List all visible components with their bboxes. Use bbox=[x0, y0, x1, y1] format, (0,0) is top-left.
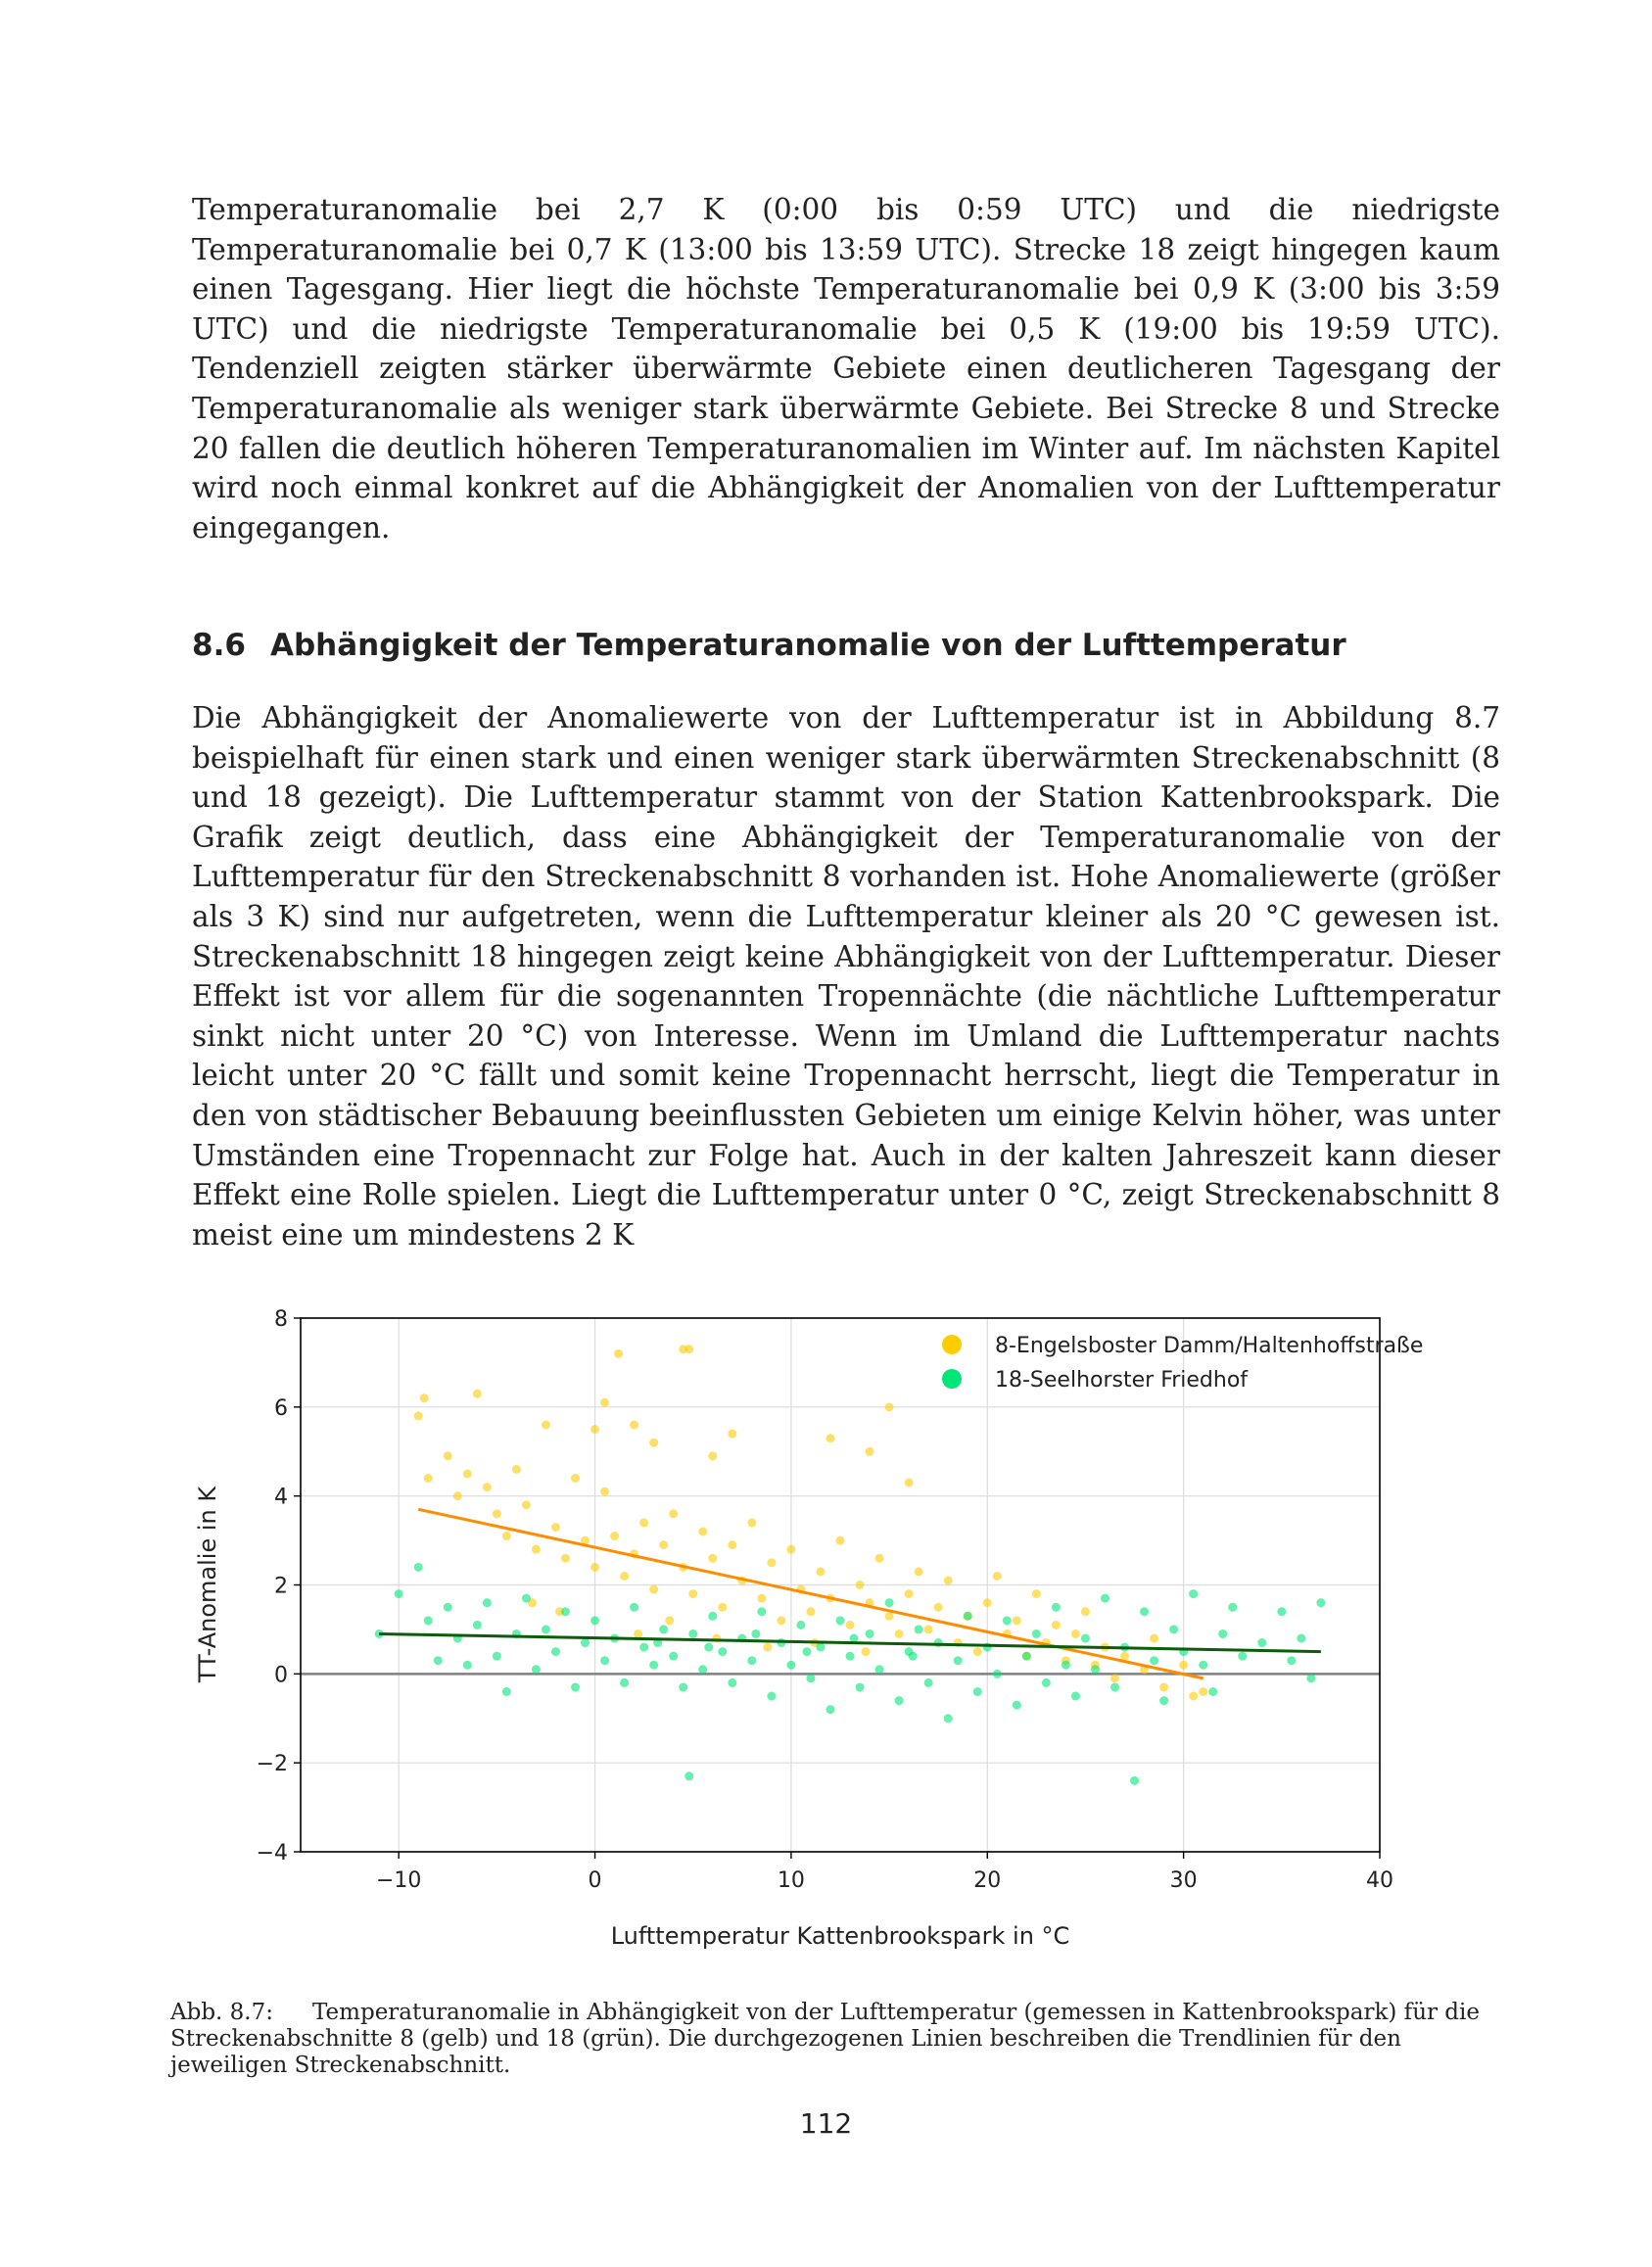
data-point-series-1 bbox=[639, 1643, 648, 1652]
data-point-series-0 bbox=[915, 1567, 923, 1576]
data-point-series-0 bbox=[590, 1425, 599, 1434]
data-point-series-0 bbox=[414, 1411, 423, 1420]
data-point-series-1 bbox=[1091, 1665, 1100, 1674]
data-point-series-1 bbox=[522, 1594, 531, 1603]
scatter-chart bbox=[186, 1300, 1518, 1966]
data-point-series-1 bbox=[1287, 1656, 1296, 1665]
data-point-series-0 bbox=[473, 1390, 482, 1398]
data-point-series-0 bbox=[1032, 1589, 1041, 1598]
y-tick-label: 2 bbox=[274, 1574, 288, 1599]
data-point-series-1 bbox=[718, 1647, 727, 1656]
data-point-series-0 bbox=[728, 1540, 736, 1549]
data-point-series-0 bbox=[718, 1603, 727, 1612]
data-point-series-0 bbox=[600, 1488, 609, 1496]
data-point-series-0 bbox=[659, 1540, 668, 1549]
data-point-series-1 bbox=[944, 1714, 953, 1723]
data-points bbox=[375, 1345, 1326, 1785]
data-point-series-0 bbox=[512, 1465, 521, 1474]
data-point-series-1 bbox=[1277, 1607, 1286, 1616]
data-point-series-0 bbox=[836, 1536, 845, 1545]
data-point-series-0 bbox=[1179, 1661, 1188, 1670]
data-point-series-0 bbox=[424, 1474, 433, 1483]
data-point-series-0 bbox=[846, 1621, 855, 1629]
data-point-series-1 bbox=[973, 1687, 982, 1696]
y-tick-label: −2 bbox=[256, 1752, 288, 1777]
data-point-series-0 bbox=[895, 1629, 904, 1638]
data-point-series-0 bbox=[420, 1393, 429, 1402]
data-point-series-1 bbox=[1062, 1661, 1070, 1670]
data-point-series-1 bbox=[1218, 1629, 1227, 1638]
data-point-series-0 bbox=[1120, 1652, 1129, 1661]
data-point-series-0 bbox=[649, 1439, 658, 1447]
caption-label: Abb. 8.7: bbox=[170, 2000, 274, 2025]
data-point-series-0 bbox=[665, 1616, 674, 1625]
data-point-series-1 bbox=[767, 1692, 776, 1701]
data-point-series-0 bbox=[862, 1647, 871, 1656]
data-point-series-1 bbox=[1042, 1678, 1051, 1687]
data-point-series-1 bbox=[659, 1625, 668, 1633]
section-heading bbox=[192, 628, 1346, 663]
legend-marker-series-8 bbox=[942, 1335, 962, 1354]
data-point-series-1 bbox=[954, 1656, 963, 1665]
data-point-series-0 bbox=[905, 1479, 914, 1488]
data-point-series-0 bbox=[614, 1349, 623, 1358]
data-point-series-0 bbox=[763, 1643, 772, 1652]
data-point-series-1 bbox=[1228, 1603, 1237, 1612]
data-point-series-1 bbox=[684, 1771, 693, 1780]
data-point-series-1 bbox=[757, 1607, 766, 1616]
y-tick-label: 4 bbox=[274, 1485, 288, 1510]
data-point-series-0 bbox=[571, 1474, 580, 1483]
data-point-series-0 bbox=[483, 1483, 492, 1491]
data-point-series-0 bbox=[1052, 1621, 1061, 1629]
data-point-series-1 bbox=[866, 1629, 874, 1638]
data-point-series-0 bbox=[934, 1603, 943, 1612]
data-point-series-1 bbox=[679, 1682, 687, 1691]
caption-text: Temperaturanomalie in Abhängigkeit von der Lufttemperatur (gemessen in Kattenbrookspark) für die Streckenabschnitte 8 (gelb) und 18 (grün). Die durchgezogenen Linien beschreiben die Trendlinien für den jeweiligen Streckenabschnitt. bbox=[170, 2000, 1481, 2078]
data-point-series-1 bbox=[1150, 1656, 1158, 1665]
data-point-series-1 bbox=[895, 1696, 904, 1705]
data-point-series-1 bbox=[875, 1665, 884, 1674]
data-point-series-0 bbox=[1150, 1634, 1158, 1643]
data-point-series-1 bbox=[493, 1652, 501, 1661]
data-point-series-0 bbox=[767, 1558, 776, 1567]
data-point-series-0 bbox=[551, 1523, 560, 1532]
legend-label-series-18: 18-Seelhorster Friedhof bbox=[995, 1368, 1249, 1393]
data-point-series-0 bbox=[532, 1545, 541, 1554]
data-point-series-1 bbox=[1169, 1625, 1178, 1633]
data-point-series-1 bbox=[1013, 1701, 1021, 1710]
data-point-series-0 bbox=[1013, 1616, 1021, 1625]
legend-marker-series-18 bbox=[942, 1369, 962, 1389]
data-point-series-1 bbox=[836, 1616, 845, 1625]
data-point-series-1 bbox=[786, 1661, 795, 1670]
data-point-series-1 bbox=[581, 1638, 590, 1647]
data-point-series-1 bbox=[551, 1647, 560, 1656]
data-point-series-0 bbox=[983, 1598, 992, 1607]
data-point-series-0 bbox=[522, 1500, 531, 1509]
data-point-series-0 bbox=[866, 1447, 874, 1456]
data-point-series-1 bbox=[751, 1629, 760, 1638]
data-point-series-0 bbox=[708, 1451, 717, 1460]
y-tick-label: −4 bbox=[256, 1841, 288, 1866]
y-tick-label: 0 bbox=[274, 1663, 288, 1688]
x-axis-label: Lufttemperatur Kattenbrookspark in °C bbox=[610, 1922, 1070, 1950]
data-point-series-0 bbox=[684, 1345, 693, 1353]
data-point-series-1 bbox=[728, 1678, 736, 1687]
data-point-series-1 bbox=[688, 1629, 697, 1638]
data-point-series-1 bbox=[1003, 1616, 1012, 1625]
data-point-series-1 bbox=[1081, 1634, 1090, 1643]
data-point-series-1 bbox=[395, 1589, 403, 1598]
legend bbox=[942, 1334, 1423, 1393]
data-point-series-1 bbox=[473, 1621, 482, 1629]
data-point-series-1 bbox=[915, 1625, 923, 1633]
data-point-series-0 bbox=[630, 1421, 638, 1430]
data-point-series-0 bbox=[905, 1589, 914, 1598]
data-point-series-0 bbox=[561, 1554, 570, 1563]
data-point-series-0 bbox=[757, 1594, 766, 1603]
data-point-series-0 bbox=[924, 1625, 933, 1633]
data-point-series-1 bbox=[796, 1621, 805, 1629]
data-point-series-1 bbox=[806, 1674, 815, 1682]
data-point-series-0 bbox=[875, 1554, 884, 1563]
data-point-series-1 bbox=[434, 1656, 443, 1665]
data-point-series-0 bbox=[698, 1528, 707, 1536]
y-axis-label: TT-Anomalie in K bbox=[194, 1486, 221, 1683]
data-point-series-1 bbox=[571, 1682, 580, 1691]
data-point-series-1 bbox=[502, 1687, 511, 1696]
data-point-series-1 bbox=[708, 1612, 717, 1621]
data-point-series-0 bbox=[806, 1607, 815, 1616]
data-point-series-1 bbox=[1130, 1776, 1139, 1785]
data-point-series-0 bbox=[1081, 1607, 1090, 1616]
data-point-series-1 bbox=[1071, 1692, 1080, 1701]
data-point-series-0 bbox=[600, 1398, 609, 1407]
figure-8-7 bbox=[186, 1300, 1518, 1966]
data-point-series-1 bbox=[802, 1647, 811, 1656]
data-point-series-0 bbox=[542, 1421, 550, 1430]
data-point-series-0 bbox=[1110, 1674, 1119, 1682]
data-point-series-1 bbox=[590, 1616, 599, 1625]
data-point-series-1 bbox=[630, 1603, 638, 1612]
data-point-series-1 bbox=[1032, 1629, 1041, 1638]
data-point-series-1 bbox=[856, 1682, 865, 1691]
data-point-series-0 bbox=[973, 1647, 982, 1656]
x-tick-label: 30 bbox=[1169, 1868, 1198, 1893]
paragraph-1: Temperaturanomalie bei 2,7 K (0:00 bis 0:59 UTC) und die niedrigste Temperaturanomalie bei 0,7 K (13:00 bis 13:59 UTC). Strecke 18 zeigt hingegen kaum einen Tagesgang. Hier liegt die höchste Temperaturanomalie bei 0,9 K (3:00 bis 3:59 UTC) und die niedrigste Temperaturanomalie bei 0,5 K (19:00 bis 19:59 UTC). Tendenziell zeigten stärker überwärmte Gebiete einen deutlicheren Tagesgang der Temperaturanomalie als weniger stark überwärmte Gebiete. Bei Strecke 8 und Strecke 20 fallen die deutlich höheren Temperaturanomalien im Winter auf. Im nächsten Kapitel wird noch einmal konkret auf die Abhängigkeit der Anomalien von der Lufttemperatur eingegangen. bbox=[192, 193, 1500, 544]
data-point-series-1 bbox=[704, 1643, 713, 1652]
data-point-series-1 bbox=[1208, 1687, 1217, 1696]
data-point-series-0 bbox=[826, 1434, 834, 1442]
data-point-series-0 bbox=[453, 1491, 462, 1500]
x-tick-label: −10 bbox=[375, 1868, 422, 1893]
data-point-series-0 bbox=[708, 1554, 717, 1563]
data-point-series-1 bbox=[816, 1643, 825, 1652]
data-point-series-0 bbox=[856, 1581, 865, 1589]
x-tick-label: 40 bbox=[1366, 1868, 1393, 1893]
data-point-series-0 bbox=[1071, 1629, 1080, 1638]
data-point-series-0 bbox=[634, 1629, 642, 1638]
data-point-series-1 bbox=[414, 1563, 423, 1572]
data-point-series-1 bbox=[885, 1598, 894, 1607]
data-point-series-1 bbox=[1052, 1603, 1061, 1612]
data-point-series-1 bbox=[698, 1665, 707, 1674]
data-point-series-0 bbox=[728, 1430, 736, 1439]
data-point-series-0 bbox=[590, 1563, 599, 1572]
data-point-series-1 bbox=[909, 1652, 918, 1661]
data-point-series-1 bbox=[542, 1625, 550, 1633]
grid-lines bbox=[301, 1318, 1380, 1852]
data-point-series-0 bbox=[944, 1576, 953, 1584]
data-point-series-1 bbox=[620, 1678, 629, 1687]
data-point-series-0 bbox=[649, 1585, 658, 1594]
data-point-series-0 bbox=[669, 1509, 678, 1518]
data-point-series-1 bbox=[1101, 1594, 1109, 1603]
data-point-series-1 bbox=[561, 1607, 570, 1616]
data-point-series-0 bbox=[993, 1572, 1002, 1581]
data-point-series-1 bbox=[1297, 1634, 1305, 1643]
x-tick-label: 10 bbox=[777, 1868, 805, 1893]
data-point-series-1 bbox=[924, 1678, 933, 1687]
data-point-series-0 bbox=[885, 1612, 894, 1621]
data-point-series-1 bbox=[463, 1661, 472, 1670]
data-point-series-1 bbox=[1140, 1607, 1149, 1616]
data-point-series-0 bbox=[688, 1589, 697, 1598]
data-point-series-1 bbox=[1238, 1652, 1247, 1661]
data-point-series-1 bbox=[1110, 1682, 1119, 1691]
x-tick-label: 20 bbox=[973, 1868, 1002, 1893]
data-point-series-1 bbox=[1022, 1652, 1031, 1661]
data-point-series-1 bbox=[532, 1665, 541, 1674]
data-point-series-0 bbox=[816, 1567, 825, 1576]
y-tick-label: 6 bbox=[274, 1395, 288, 1421]
figure-caption bbox=[170, 2000, 1518, 2079]
data-point-series-1 bbox=[1199, 1661, 1207, 1670]
legend-label-series-8: 8-Engelsboster Damm/Haltenhoffstraße bbox=[995, 1334, 1424, 1358]
data-point-series-0 bbox=[1189, 1692, 1198, 1701]
x-tick-label: 0 bbox=[588, 1868, 602, 1893]
data-point-series-1 bbox=[483, 1598, 492, 1607]
data-point-series-1 bbox=[846, 1652, 855, 1661]
data-point-series-0 bbox=[502, 1532, 511, 1540]
data-point-series-1 bbox=[747, 1656, 756, 1665]
data-point-series-0 bbox=[444, 1451, 452, 1460]
data-point-series-1 bbox=[993, 1670, 1002, 1678]
data-point-series-0 bbox=[747, 1518, 756, 1527]
data-point-series-0 bbox=[777, 1616, 785, 1625]
page-number: 112 bbox=[799, 2107, 853, 2140]
data-point-series-1 bbox=[964, 1612, 972, 1621]
data-point-series-0 bbox=[610, 1532, 619, 1540]
data-point-series-1 bbox=[444, 1603, 452, 1612]
data-point-series-1 bbox=[649, 1661, 658, 1670]
data-point-series-0 bbox=[885, 1402, 894, 1411]
data-point-series-1 bbox=[1257, 1638, 1266, 1647]
data-point-series-0 bbox=[639, 1518, 648, 1527]
data-point-series-1 bbox=[669, 1652, 678, 1661]
section-title: Abhängigkeit der Temperaturanomalie von der Lufttemperatur bbox=[270, 628, 1346, 663]
paragraph-2: Die Abhängigkeit der Anomaliewerte von der Lufttemperatur ist in Abbildung 8.7 beispielhaft für einen stark und einen weniger stark überwärmten Streckenabschnitt (8 und 18 gezeigt). Die Lufttemperatur stammt von der Station Kattenbrookspark. Die Grafik zeigt deutlich, dass eine Abhängigkeit der Temperaturanomalie von der Lufttemperatur für den Streckenabschnitt 8 vorhanden ist. Hohe Anomaliewerte (größer als 3 K) sind nur aufgetreten, wenn die Lufttemperatur kleiner als 20 °C gewesen ist. Streckenabschnitt 18 hingegen zeigt keine Abhängigkeit von der Lufttemperatur. Dieser Effekt ist vor allem für die sogenannten Tropennächte (die nächtliche Lufttemperatur sinkt nicht unter 20 °C) von Interesse. Wenn im Umland die Lufttemperatur nachts leicht unter 20 °C fällt und somit keine Tropennacht herrscht, liegt die Temperatur in den von städtischer Bebauung beeinflussten Gebieten um einige Kelvin höher, was unter Umständen eine Tropennacht zur Folge hat. Auch in der kalten Jahreszeit kann dieser Effekt eine Rolle spielen. Liegt die Lufttemperatur unter 0 °C, zeigt Streckenabschnitt 8 meist eine um mindestens 2 K bbox=[192, 701, 1500, 1252]
section-number: 8.6 bbox=[192, 628, 246, 663]
y-tick-label: 8 bbox=[274, 1307, 288, 1332]
data-point-series-0 bbox=[463, 1469, 472, 1478]
data-point-series-1 bbox=[1316, 1598, 1325, 1607]
data-point-series-1 bbox=[424, 1616, 433, 1625]
data-point-series-0 bbox=[620, 1572, 629, 1581]
data-point-series-0 bbox=[1199, 1687, 1207, 1696]
data-point-series-1 bbox=[1159, 1696, 1168, 1705]
data-point-series-0 bbox=[1159, 1682, 1168, 1691]
data-point-series-1 bbox=[826, 1705, 834, 1714]
data-point-series-0 bbox=[786, 1545, 795, 1554]
data-point-series-1 bbox=[1306, 1674, 1315, 1682]
data-point-series-1 bbox=[600, 1656, 609, 1665]
data-point-series-0 bbox=[493, 1509, 501, 1518]
data-point-series-1 bbox=[1189, 1589, 1198, 1598]
